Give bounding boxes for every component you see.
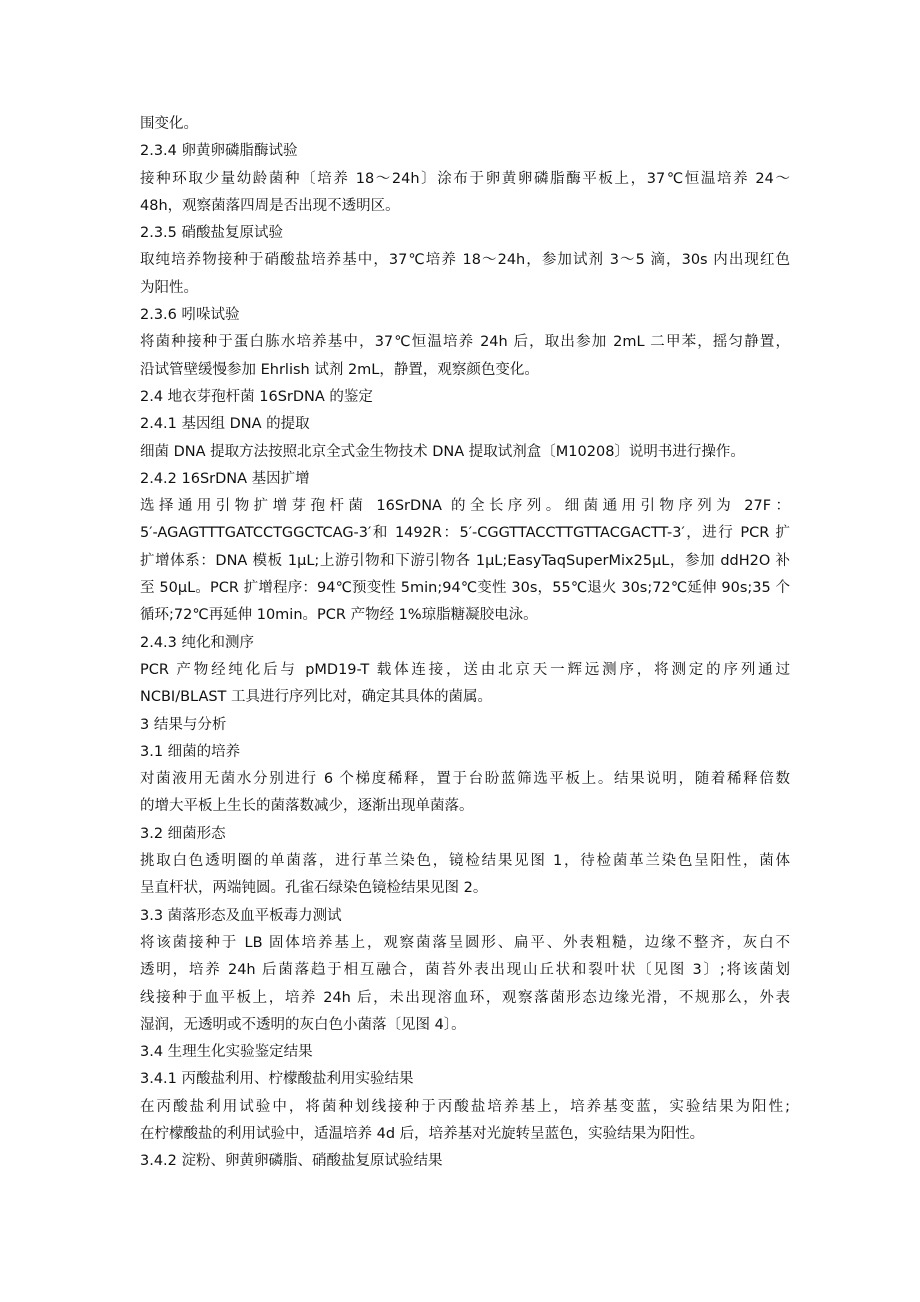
section-heading: 3.2 细菌形态 xyxy=(140,825,226,842)
section-heading: 2.4.2 16SrDNA 基因扩增 xyxy=(140,470,310,487)
paragraph-line: 在丙酸盐利用试验中，将菌种划线接种于丙酸盐培养基上，培养基变蓝，实验结果为阳性; xyxy=(140,1098,790,1115)
section-heading: 3.4.1 丙酸盐利用、柠檬酸盐利用实验结果 xyxy=(140,1071,414,1088)
section-heading: 3.4.2 淀粉、卵黄卵磷脂、硝酸盐复原试验结果 xyxy=(140,1153,443,1170)
paragraph-line: PCR 产物经纯化后与 pMD19-T 载体连接，送由北京天一辉远测序，将测定的序列通过 xyxy=(140,661,790,678)
paragraph-line: 线接种于血平板上，培养 24h 后，未出现溶血环，观察落菌形态边缘光滑，不规那么，外表 xyxy=(140,989,790,1006)
section-heading: 2.4 地衣芽孢杆菌 16SrDNA 的鉴定 xyxy=(140,388,373,405)
paragraph-line: 扩增体系：DNA 模板 1μL;上游引物和下游引物各 1μL;EasyTaqSuperMix25μL，参加 ddH2O 补 xyxy=(140,552,790,569)
text-line: 围变化。 xyxy=(140,116,198,132)
section-heading: 3 结果与分析 xyxy=(140,716,227,733)
paragraph-line: 透明，培养 24h 后菌落趋于相互融合，菌苔外表出现山丘状和裂叶状〔见图 3〕;将该菌划 xyxy=(140,962,790,979)
paragraph-line: 将菌种接种于蛋白胨水培养基中，37℃恒温培养 24h 后，取出参加 2mL 二甲苯，摇匀静置， xyxy=(140,334,790,351)
section-heading: 2.3.5 硝酸盐复原试验 xyxy=(140,225,284,242)
section-heading: 2.3.4 卵黄卵磷脂酶试验 xyxy=(140,143,298,160)
paragraph-line: 的增大平板上生长的菌落数减少，逐渐出现单菌落。 xyxy=(140,798,474,815)
paragraph-line: 至 50μL。PCR 扩增程序：94℃预变性 5min;94℃变性 30s，55℃退火 30s;72℃延伸 90s;35 个 xyxy=(140,580,790,597)
paragraph-line: 细菌 DNA 提取方法按照北京全式金生物技术 DNA 提取试剂盒〔M10208〕说明书进行操作。 xyxy=(140,443,745,460)
section-heading: 2.3.6 吲哚试验 xyxy=(140,307,240,324)
paragraph-line: 接种环取少量幼龄菌种〔培养 18～24h〕涂布于卵黄卵磷脂酶平板上，37℃恒温培养 24～ xyxy=(140,170,790,187)
paragraph-line: 为阳性。 xyxy=(140,279,198,296)
paragraph-line: NCBI/BLAST 工具进行序列比对，确定其具体的菌属。 xyxy=(140,689,493,706)
section-heading: 2.4.1 基因组 DNA 的提取 xyxy=(140,416,310,433)
paragraph-line: 呈直杆状，两端钝圆。孔雀石绿染色镜检结果见图 2。 xyxy=(140,880,488,897)
paragraph-line: 对菌液用无菌水分别进行 6 个梯度稀释，置于台盼蓝筛选平板上。结果说明，随着稀释倍数 xyxy=(140,771,790,788)
section-heading: 2.4.3 纯化和测序 xyxy=(140,634,255,651)
paragraph-line: 挑取白色透明圈的单菌落，进行革兰染色，镜检结果见图 1，待检菌革兰染色呈阳性，菌体 xyxy=(140,853,790,870)
paragraph-line: 取纯培养物接种于硝酸盐培养基中，37℃培养 18～24h，参加试剂 3～5 滴，30s 内出现红色 xyxy=(140,252,790,269)
paragraph-line: 选择通用引物扩增芽孢杆菌 16SrDNA 的全长序列。细菌通用引物序列为 27F： xyxy=(140,498,790,515)
paragraph-line: 48h，观察菌落四周是否出现不透明区。 xyxy=(140,197,400,214)
section-heading: 3.3 菌落形态及血平板毒力测试 xyxy=(140,907,342,924)
paragraph-line: 湿润，无透明或不透明的灰白色小菌落〔见图 4〕。 xyxy=(140,1016,466,1033)
paragraph-line: 循环;72℃再延伸 10min。PCR 产物经 1%琼脂糖凝胶电泳。 xyxy=(140,607,538,624)
section-heading: 3.4 生理生化实验鉴定结果 xyxy=(140,1044,313,1061)
section-heading: 3.1 细菌的培养 xyxy=(140,743,241,760)
paragraph-line: 5′-AGAGTTTGATCCTGGCTCAG-3′和 1492R：5′-CGGTTACCTTGTTACGACTT-3′，进行 PCR 扩 xyxy=(140,525,790,542)
paragraph-line: 沿试管壁缓慢参加 Ehrlish 试剂 2mL，静置，观察颜色变化。 xyxy=(140,361,539,378)
paragraph-line: 在柠檬酸盐的利用试验中，适温培养 4d 后，培养基对光旋转呈蓝色，实验结果为阳性。 xyxy=(140,1125,705,1142)
paragraph-line: 将该菌接种于 LB 固体培养基上，观察菌落呈圆形、扁平、外表粗糙，边缘不整齐，灰白不 xyxy=(140,934,790,951)
